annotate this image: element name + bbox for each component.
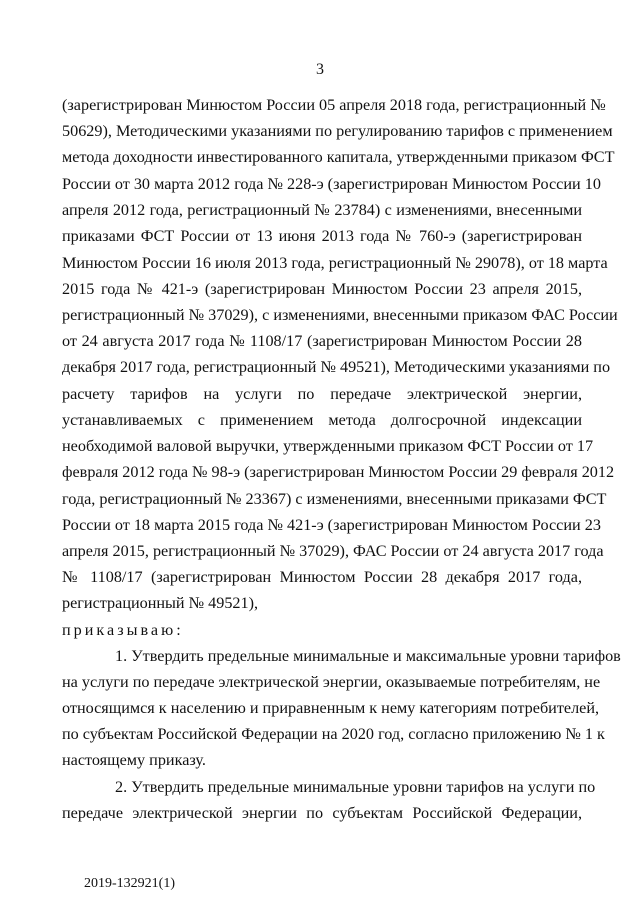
text-line: февраля 2012 года № 98-э (зарегистрирован Минюстом России 29 февраля 2012 [62, 463, 615, 481]
page-number: 3 [316, 61, 324, 78]
text-line: приказываю: [62, 621, 184, 639]
text-line: декабря 2017 года, регистрационный № 49521), Методическими указаниями по [62, 358, 611, 376]
text-line: 2. Утвердить предельные минимальные уровни тарифов на услуги по [115, 778, 596, 796]
text-line: 1. Утвердить предельные минимальные и максимальные уровни тарифов [115, 647, 621, 665]
text-line: апреля 2015, регистрационный № 37029), ФАС России от 24 августа 2017 года [62, 542, 604, 560]
text-line: (зарегистрирован Минюстом России 05 апреля 2018 года, регистрационный № [62, 96, 606, 114]
text-line: настоящему приказу. [62, 751, 206, 769]
text-line: регистрационный № 37029), с изменениями, внесенными приказом ФАС России [62, 306, 618, 324]
text-line: метода доходности инвестированного капитала, утвержденными приказом ФСТ [62, 148, 615, 166]
text-line: по субъектам Российской Федерации на 2020 год, согласно приложению № 1 к [62, 725, 605, 743]
text-line: от 24 августа 2017 года № 1108/17 (зарегистрирован Минюстом России 28 [62, 332, 582, 350]
text-line: необходимой валовой выручки, утвержденными приказом ФСТ России от 17 [62, 437, 594, 455]
text-line: регистрационный № 49521), [62, 594, 259, 612]
text-line: относящимся к населению и приравненным к нему категориям потребителей, [62, 699, 600, 717]
text-line: устанавливаемых с применением метода долгосрочной индексации [62, 411, 582, 429]
text-line: на услуги по передаче электрической энергии, оказываемые потребителям, не [62, 673, 601, 691]
text-line: приказами ФСТ России от 13 июня 2013 года № 760-э (зарегистрирован [62, 227, 582, 245]
text-line: Минюстом России 16 июля 2013 года, регистрационный № 29078), от 18 марта [62, 254, 608, 272]
text-line: года, регистрационный № 23367) с изменениями, внесенными приказами ФСТ [62, 490, 607, 508]
text-line: апреля 2012 года, регистрационный № 23784) с изменениями, внесенными [62, 201, 582, 219]
text-line: России от 18 марта 2015 года № 421-э (зарегистрирован Минюстом России 23 [62, 516, 601, 534]
document-footer-code: 2019-132921(1) [84, 876, 175, 891]
text-line: № 1108/17 (зарегистрирован Минюстом России 28 декабря 2017 года, [62, 568, 582, 586]
text-line: России от 30 марта 2012 года № 228-э (зарегистрирован Минюстом России 10 [62, 175, 601, 193]
text-line: 2015 года № 421-э (зарегистрирован Минюстом России 23 апреля 2015, [62, 280, 582, 298]
text-line: 50629), Методическими указаниями по регулированию тарифов с применением [62, 122, 613, 140]
text-line: передаче электрической энергии по субъектам Российской Федерации, [62, 804, 582, 822]
text-line: расчету тарифов на услуги по передаче электрической энергии, [62, 385, 582, 403]
